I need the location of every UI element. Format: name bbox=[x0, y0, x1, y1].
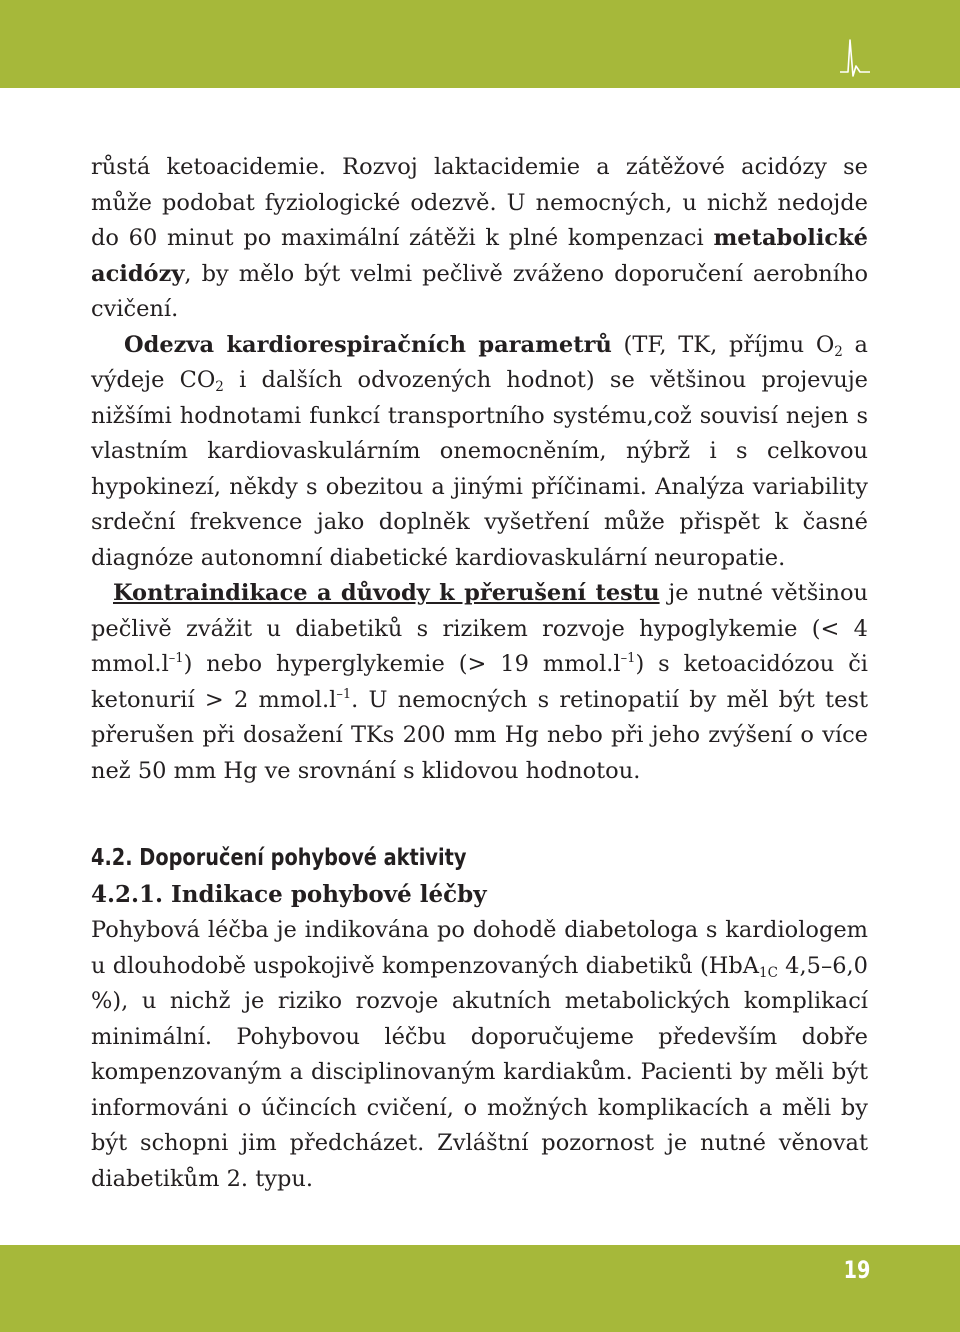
subsection-heading: 4.2.1. Indikace pohybové léčby bbox=[91, 881, 487, 908]
header-band bbox=[0, 0, 960, 88]
paragraph-cardiorespiratory: Odezva kardiorespiračních parametrů (TF, TK, příjmu $O_2$ a výdeje $CO_2$ i dalších odvozených hodnot) se většinou projevuje nižšími hodnotami funkcí transportního systému,což souvisí nejen s vlastním kardiovaskulárním onemocněním, nýbrž i s celkovou hypokinezí, někdy s obezitou a jinými příčinami. Analýza variability srdeční frekvence jako doplněk vyšetření může přispět k časné diagnóze autonomní diabetické kardiovaskulární neuropatie. bbox=[91, 331, 868, 571]
bold-term-metabolic-acidosis: metabolické acidózy bbox=[91, 225, 868, 287]
paragraph-ketoacidemie: růstá ketoacidemie. Rozvoj laktacidemie a zátěžové acidózy se může podobat fyziologické odezvě. U nemocných, u nichž nedojde do 60 minut po maximální zátěži k plné kompenzaci metabolické acidózy, by mělo být velmi pečlivě zváženo doporučení aerobního cvičení. bbox=[91, 154, 868, 322]
section-heading: 4.2. Doporučení pohybové aktivity bbox=[91, 845, 467, 871]
paragraph-indication: Pohybová léčba je indikována po dohodě diabetologa s kardiologem u dlouhodobě uspokojivě kompenzovaných diabetiků (HbA$_{1C}$ 4,5–6,0 %), u nichž je riziko rozvoje akutních metabolických komplikací minimální. Pohybovou léčbu doporučujeme především dobře kompenzovaným a disciplinovaným kardiakům. Pacienti by měli být informováni o účincích cvičení, o možných komplikacích a měli by být schopni jim předcházet. Zvláštní pozornost je nutné věnovat diabetikům 2. typu. bbox=[91, 917, 868, 1192]
ecg-heartbeat-icon bbox=[838, 36, 872, 80]
bold-term-contraindications: Kontraindikace a důvody k přerušení testu bbox=[113, 580, 660, 606]
page-content bbox=[91, 150, 868, 1197]
bold-term-cardiorespiratory: Odezva kardiorespiračních parametrů bbox=[124, 331, 612, 358]
paragraph-contraindications: Kontraindikace a důvody k přerušení testu je nutné většinou pečlivě zvážit u diabetiků s rizikem rozvoje hypoglykemie (< 4 $mmol.l^{-1}$) nebo hyperglykemie (> 19 $mmol.l^{-1}$) s ketoacidózou či ketonurií > 2 $mmol.l^{-1}$. U nemocných s retinopatií by měl být test přerušen při dosažení TKs 200 mm Hg nebo při jeho zvýšení o více než 50 mm Hg ve srovnání s klidovou hodnotou. bbox=[91, 580, 868, 784]
page-number: 19 bbox=[843, 1256, 870, 1284]
footer-band bbox=[0, 1245, 960, 1332]
